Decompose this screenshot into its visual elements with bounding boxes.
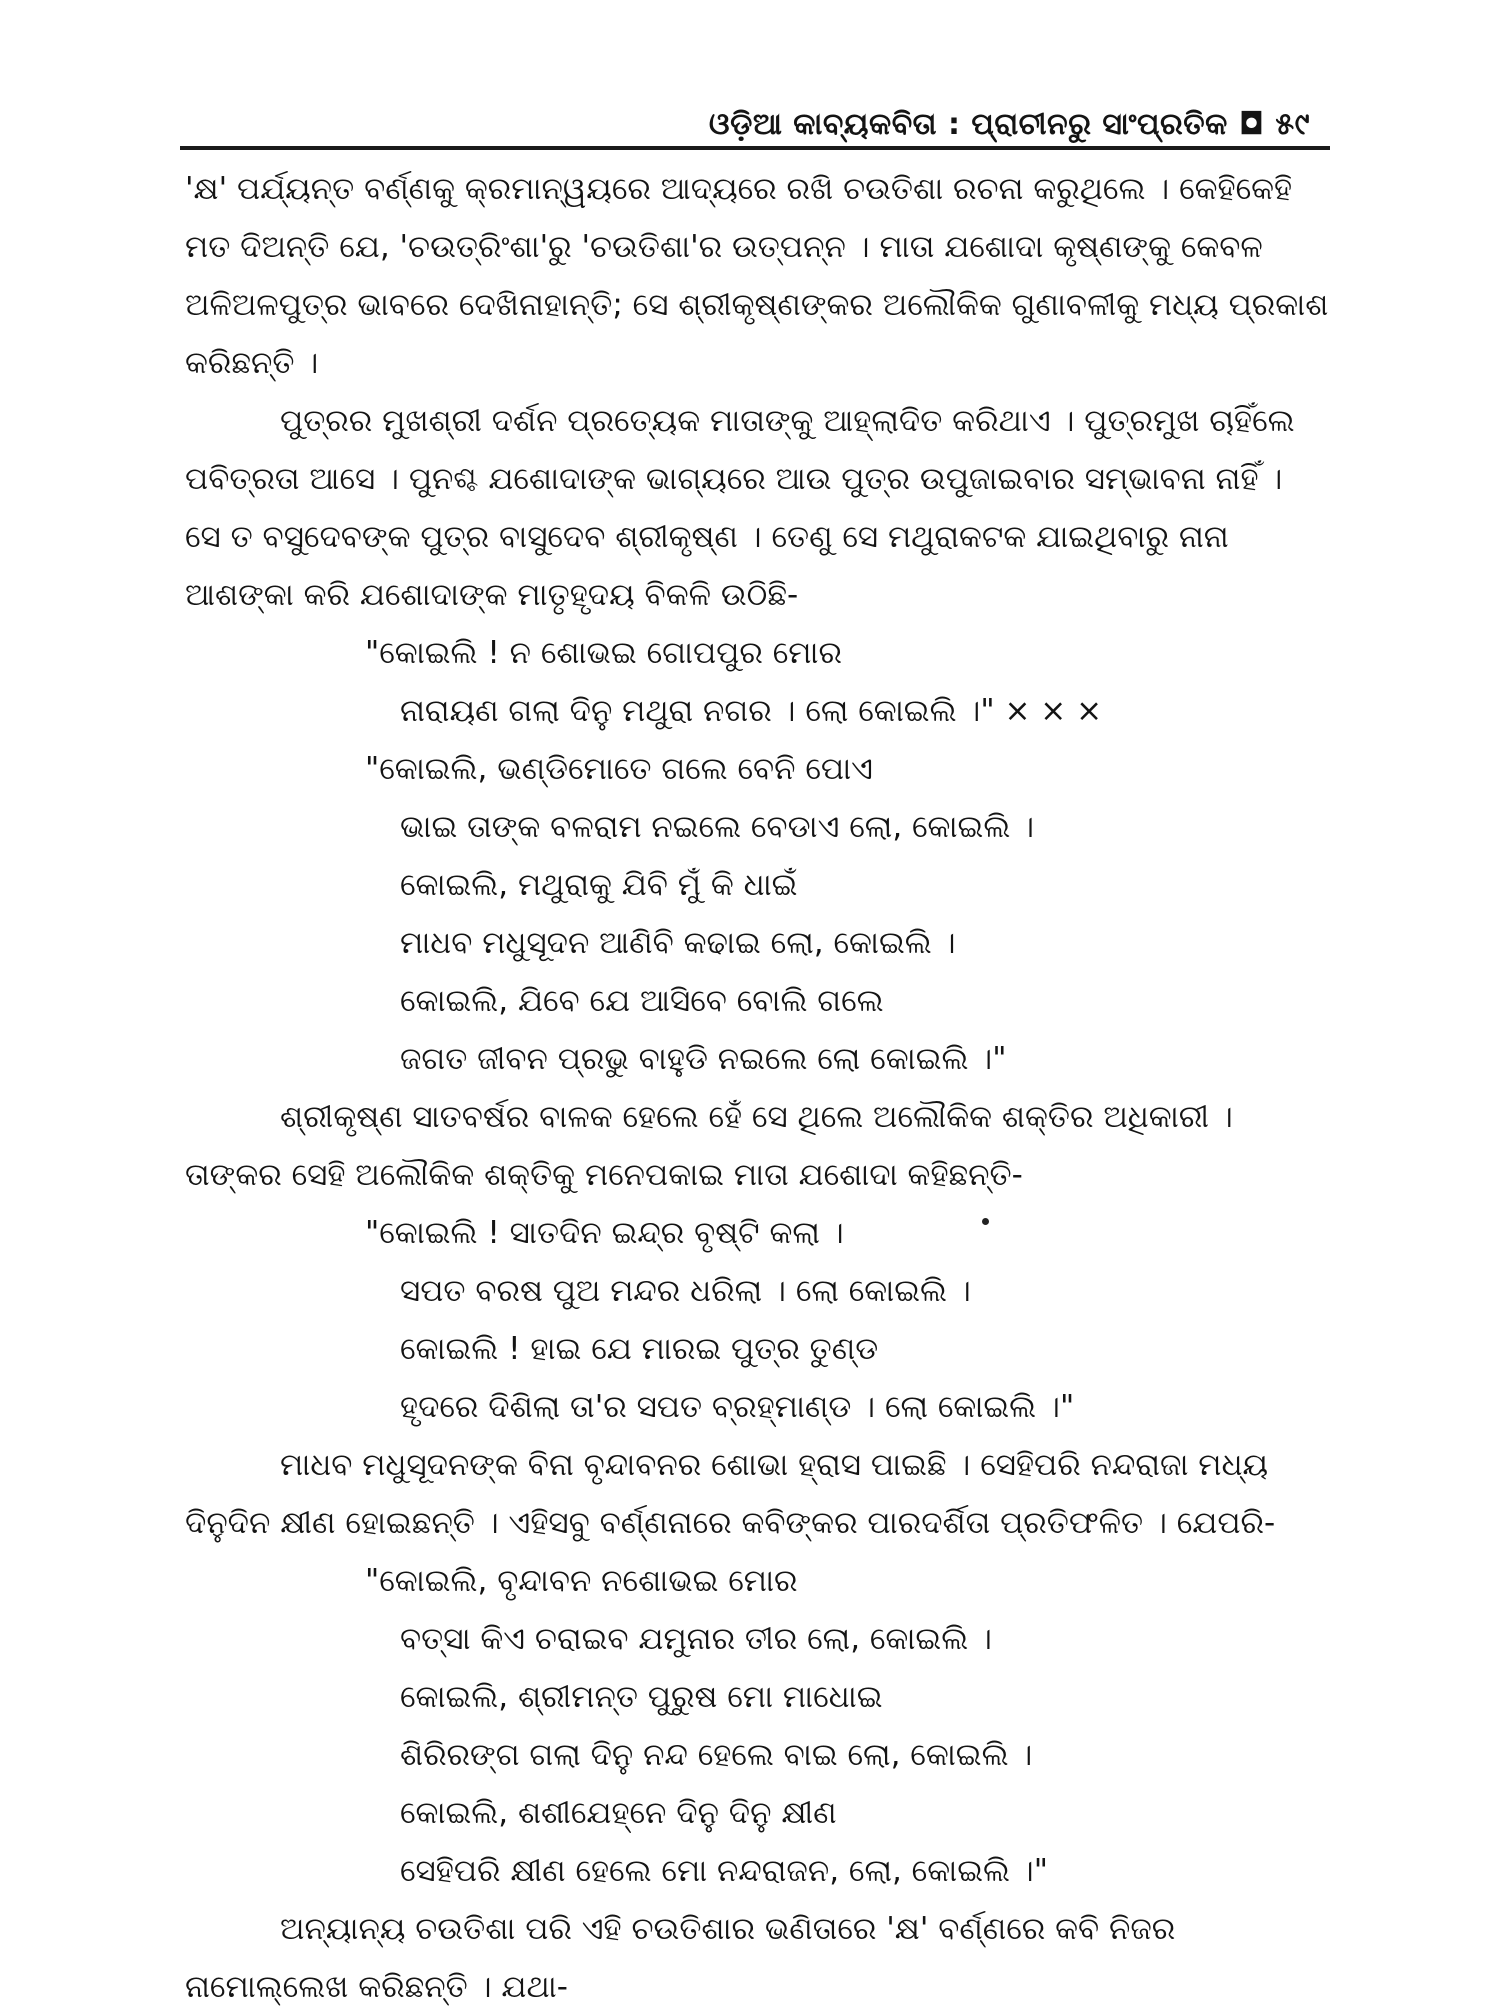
prose-line: ମତ ଦିଅନ୍ତି ଯେ, 'ଚଉତ୍ରିଂଶା'ରୁ 'ଚଉତିଶା'ର ଉତ୍ପନ୍ନ । ମାତା ଯଶୋଦା କୃଷ୍ଣଙ୍କୁ କେବଳ [185,229,1263,265]
verse-line: ବତ୍ସା କିଏ ଚରାଇବ ଯମୁନାର ତୀର ଲୋ, କୋଇଲି । [400,1621,992,1657]
prose-line: ତାଙ୍କର ସେହି ଅଲୌକିକ ଶକ୍ତିକୁ ମନେପକାଇ ମାତା ଯଶୋଦା କହିଛନ୍ତି- [185,1157,1023,1193]
paragraph-first-line: ପୁତ୍ରର ମୁଖଶ୍ରୀ ଦର୍ଶନ ପ୍ରତ୍ୟେକ ମାତାଙ୍କୁ ଆହ୍ଲାଦିତ କରିଥାଏ । ପୁତ୍ରମୁଖ ଚାହିଁଲେ [280,403,1295,439]
prose-line: ସେ ତ ବସୁଦେବଙ୍କ ପୁତ୍ର ବାସୁଦେବ ଶ୍ରୀକୃଷ୍ଣ । ତେଣୁ ସେ ମଥୁରାକଟକ ଯାଇଥିବାରୁ ନାନା [185,519,1229,555]
verse-line: "କୋଇଲି, ବୃନ୍ଦାବନ ନଶୋଭଇ ମୋର [365,1563,798,1599]
page-body [185,160,1330,2016]
verse-line: ଜଗତ ଜୀବନ ପ୍ରଭୁ ବାହୁଡି ନଇଲେ ଲୋ କୋଇଲି ।" [400,1041,1007,1077]
prose-line: 'କ୍ଷ' ପର୍ଯ୍ୟନ୍ତ ବର୍ଣ୍ଣକୁ କ୍ରମାନ୍ୱୟରେ ଆଦ୍ୟରେ ରଖି ଚଉତିଶା ରଚନା କରୁଥିଲେ । କେହିକେହି [185,171,1293,207]
header-title: ଓଡ଼ିଆ କାବ୍ୟକବିତା : ପ୍ରାଚୀନରୁ ସାଂପ୍ରତିକ ◘ ୫୯ [708,107,1310,142]
verse-line: "କୋଇଲି ! ସାତଦିନ ଇନ୍ଦ୍ର ବୃଷ୍ଟି କଲା । [365,1215,844,1251]
verse-line: ସେହିପରି କ୍ଷୀଣ ହେଲେ ମୋ ନନ୍ଦରାଜନ, ଲୋ, କୋଇଲି ।" [400,1853,1049,1889]
verse-line: ମାଧବ ମଧୁସୂଦନ ଆଣିବି କଢାଇ ଲୋ, କୋଇଲି । [400,925,956,961]
verse-line: "କୋଇଲି ! ନ ଶୋଭଇ ଗୋପପୁର ମୋର [365,635,843,671]
prose-line: ପବିତ୍ରତା ଆସେ । ପୁନଶ୍ଚ ଯଶୋଦାଙ୍କ ଭାଗ୍ୟରେ ଆଉ ପୁତ୍ର ଉପୁଜାଇବାର ସମ୍ଭାବନା ନାହିଁ । [185,461,1283,497]
print-speck [982,1218,989,1225]
paragraph-first-line: ଅନ୍ୟାନ୍ୟ ଚଉତିଶା ପରି ଏହି ଚଉତିଶାର ଭଣିତାରେ 'କ୍ଷ' ବର୍ଣ୍ଣରେ କବି ନିଜର [280,1911,1176,1947]
prose-line: କରିଛନ୍ତି । [185,345,319,381]
verse-line: ଶିରିରଙ୍ଗ ଗଲା ଦିନୁ ନନ୍ଦ ହେଲେ ବାଇ ଲୋ, କୋଇଲି । [400,1737,1033,1773]
verse-line: ଭାଇ ତାଙ୍କ ବଳରାମ ନଇଲେ ବେଡାଏ ଲୋ, କୋଇଲି । [400,809,1035,845]
prose-line: ଆଶଙ୍କା କରି ଯଶୋଦାଙ୍କ ମାତୃହୃଦୟ ବିକଳି ଉଠିଛି- [185,577,799,613]
prose-line: ନାମୋଲ୍ଲେଖ କରିଛନ୍ତି । ଯଥା- [185,1969,568,2005]
verse-line: ହୃଦରେ ଦିଶିଲା ତା'ର ସପତ ବ୍ରହ୍ମାଣ୍ଡ । ଲୋ କୋଇଲି ।" [400,1389,1075,1425]
verse-line: କୋଇଲି, ଶଶୀଯେହ୍ନେ ଦିନୁ ଦିନୁ କ୍ଷୀଣ [400,1795,837,1831]
paragraph-first-line: ଶ୍ରୀକୃଷ୍ଣ ସାତବର୍ଷର ବାଳକ ହେଲେ ହେଁ ସେ ଥିଲେ ଅଲୌକିକ ଶକ୍ତିର ଅଧିକାରୀ । [280,1099,1233,1135]
verse-line: ସପତ ବରଷ ପୁଅ ମନ୍ଦର ଧରିଲା । ଲୋ କୋଇଲି । [400,1273,971,1309]
prose-line: ଦିନୁଦିନ କ୍ଷୀଣ ହୋଇଛନ୍ତି । ଏହିସବୁ ବର୍ଣ୍ଣନାରେ କବିଙ୍କର ପାରଦର୍ଶିତା ପ୍ରତିଫଳିତ । ଯେପରି- [185,1505,1276,1541]
verse-line: କୋଇଲି, ଶ୍ରୀମନ୍ତ ପୁରୁଷ ମୋ ମାଧୋଇ [400,1679,883,1715]
verse-line: କୋଇଲି, ଯିବେ ଯେ ଆସିବେ ବୋଲି ଗଲେ [400,983,884,1019]
verse-line: କୋଇଲି, ମଥୁରାକୁ ଯିବି ମୁଁ କି ଧାଇଁ [400,867,798,903]
paragraph-first-line: ମାଧବ ମଧୁସୂଦନଙ୍କ ବିନା ବୃନ୍ଦାବନର ଶୋଭା ହ୍ରାସ ପାଇଛି । ସେହିପରି ନନ୍ଦରାଜା ମଧ୍ୟ [280,1447,1269,1483]
verse-line: କୋଇଲି ! ହାଇ ଯେ ମାରଇ ପୁତ୍ର ତୁଣ୍ଡ [400,1331,879,1367]
verse-line: ନାରାୟଣ ଗଲା ଦିନୁ ମଥୁରା ନଗର । ଲୋ କୋଇଲି ।" × × × [400,693,1103,729]
prose-line: ଅଳିଅଳପୁତ୍ର ଭାବରେ ଦେଖିନାହାନ୍ତି; ସେ ଶ୍ରୀକୃଷ୍ଣଙ୍କର ଅଲୌକିକ ଗୁଣାବଳୀକୁ ମଧ୍ୟ ପ୍ରକାଶ [185,287,1329,323]
verse-line: "କୋଇଲି, ଭଣ୍ଡିମୋତେ ଗଲେ ବେନି ପୋଏ [365,751,873,787]
running-header [180,82,1310,142]
header-rule [180,146,1330,150]
